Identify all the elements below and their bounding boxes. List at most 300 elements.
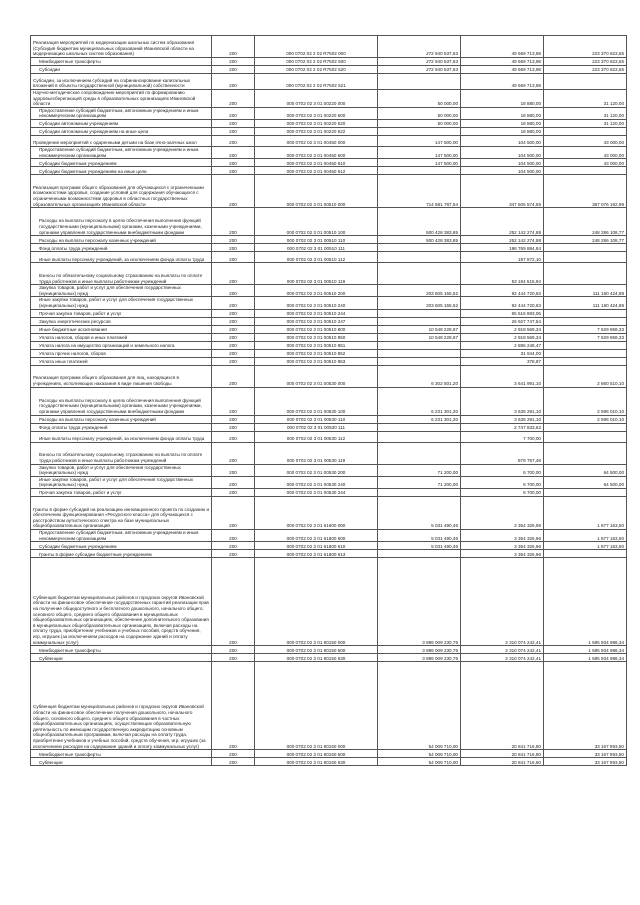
row-line-code: 200	[212, 208, 255, 236]
row-line-code: 200	[212, 341, 255, 349]
row-budget-code: 000 0702 02 3 01 00510 112	[255, 252, 378, 263]
row-approved: 203 605 155,52	[378, 297, 461, 309]
row-approved	[378, 317, 461, 325]
row-unexecuted: 33 167 993,50	[544, 662, 627, 750]
row-name: Предоставление субсидий бюджетным, автономным учреждениям и иным некоммерческим организациям	[31, 146, 212, 158]
row-executed: 92 444 720,63	[461, 297, 544, 309]
row-unexecuted: 1 677 163,50	[544, 542, 627, 550]
row-name: Прочая закупка товаров, работ и услуг	[31, 309, 212, 317]
row-line-code: 200	[212, 464, 255, 476]
table-row	[31, 66, 627, 74]
row-budget-code: 000 0702 02 3 01 80150 000	[255, 558, 378, 646]
row-line-code: 200	[212, 146, 255, 158]
row-line-code: 200	[212, 252, 255, 263]
table-row	[31, 127, 627, 135]
row-unexecuted: 111 160 424,89	[544, 285, 627, 297]
row-unexecuted: 43 000,00	[544, 146, 627, 158]
row-budget-code: 000 0702 02 2 02 R7502 500	[255, 58, 378, 66]
row-name: Межбюджетные трансферты	[31, 58, 212, 66]
row-executed: 3 641 991,10	[461, 365, 544, 387]
row-approved: 203 605 155,52	[378, 285, 461, 297]
row-line-code: 200	[212, 159, 255, 167]
row-executed: 53 184 515,94	[461, 263, 544, 285]
row-name: Закупка товаров, работ и услуг для обеспечения государственных (муниципальных) нужд	[31, 285, 212, 297]
row-approved	[378, 442, 461, 464]
row-approved: 500 428 383,85	[378, 208, 461, 236]
row-name: Реализация программ общего образования для обучающихся с ограниченными возможностями здоровья, создание условий для содержания обучающихся с ограниченными возможностями здоровья в областных государственных образовательных организациях Ивановской области	[31, 175, 212, 208]
row-unexecuted: 7 629 659,33	[544, 325, 627, 333]
row-unexecuted: 64 500,00	[544, 476, 627, 488]
row-line-code: 200	[212, 309, 255, 317]
row-name: Субвенция бюджетам муниципальных районов и городских округов Ивановской области на финансовое обеспечение получения дошкольного, начального общего, основного общего, среднего общего образования в частных общеобразовательных организациях, осуществляющих образовательную деятельность по имеющим государственную аккредитацию основным общеобразовательным программам, включая расходы на оплату труда, приобретение учебников и учебных пособий, средств обучения, игр, игрушек (за исключением расходов на содержание зданий и оплату коммунальных услуг)	[31, 662, 212, 750]
row-name: Субсидии бюджетным учреждениям	[31, 542, 212, 550]
row-line-code: 200	[212, 654, 255, 662]
row-name: Субсидии бюджетным учреждениям на иные цели	[31, 167, 212, 175]
row-unexecuted: 2 660 510,10	[544, 365, 627, 387]
row-unexecuted	[544, 550, 627, 558]
row-budget-code: 000 0702 02 3 01 00510 852	[255, 349, 378, 357]
table-row	[31, 146, 627, 158]
row-line-code: 200	[212, 333, 255, 341]
row-approved: 54 009 710,00	[378, 758, 461, 766]
row-approved: 272 940 537,63	[378, 58, 461, 66]
row-name: Межбюджетные трансферты	[31, 646, 212, 654]
row-name: Субвенции	[31, 758, 212, 766]
row-executed: 18 880,00	[461, 107, 544, 119]
row-approved	[378, 349, 461, 357]
row-name: Закупка товаров, работ и услуг для обеспечения государственных (муниципальных) нужд	[31, 464, 212, 476]
row-approved: 54 009 710,00	[378, 750, 461, 758]
row-unexecuted: 223 370 823,65	[544, 36, 627, 58]
row-line-code: 200	[212, 387, 255, 415]
row-line-code: 200	[212, 58, 255, 66]
row-unexecuted: 111 160 424,89	[544, 297, 627, 309]
row-executed: 2 310 074 242,41	[461, 646, 544, 654]
table-row	[31, 646, 627, 654]
row-name: Предоставление субсидий бюджетным, автономным учреждениям и иным некоммерческим организациям	[31, 529, 212, 541]
table-row	[31, 175, 627, 208]
row-name: Закупка энергетических ресурсов	[31, 317, 212, 325]
row-executed: 49 569 713,98	[461, 36, 544, 58]
row-executed: 92 444 720,63	[461, 285, 544, 297]
row-budget-code: 000 0702 02 3 01 00530 111	[255, 423, 378, 431]
table-row	[31, 488, 627, 496]
table-row	[31, 119, 627, 127]
row-line-code: 200	[212, 236, 255, 244]
row-executed: 18 880,00	[461, 127, 544, 135]
row-executed: 187 872,10	[461, 252, 544, 263]
row-unexecuted: 367 076 192,99	[544, 175, 627, 208]
row-approved: 147 500,00	[378, 146, 461, 158]
row-approved	[378, 244, 461, 252]
row-approved: 50 000,00	[378, 119, 461, 127]
row-name: Гранты в форме субсидии бюджетным учреждениям	[31, 550, 212, 558]
row-budget-code: 000 0702 02 3 01 00530 000	[255, 365, 378, 387]
row-name: Реализация мероприятий по модернизации школьных систем образования (Субсидия бюджетам муниципальных образований Ивановской области на модернизацию школьных систем образования)	[31, 36, 212, 58]
row-budget-code: 000 0702 02 3 01 80160 500	[255, 750, 378, 758]
table-row	[31, 36, 627, 58]
row-budget-code: 000 0702 02 2 02 R7502 521	[255, 74, 378, 90]
row-unexecuted: 43 000,00	[544, 135, 627, 146]
table-row	[31, 74, 627, 90]
row-unexecuted	[544, 167, 627, 175]
row-approved: 500 428 383,85	[378, 236, 461, 244]
row-budget-code: 000 0702 02 3 01 00530 119	[255, 442, 378, 464]
row-executed: 49 569 713,98	[461, 58, 544, 66]
row-budget-code: 000 0702 02 3 01 00510 000	[255, 175, 378, 208]
row-unexecuted: 2 596 010,10	[544, 415, 627, 423]
row-budget-code: 000 0702 02 2 02 R7502 520	[255, 66, 378, 74]
row-budget-code: 000 0702 02 3 01 00450 610	[255, 159, 378, 167]
row-name: Фонд оплаты труда учреждений	[31, 423, 212, 431]
row-name: Гранты в форме субсидий на реализацию инновационного проекта по созданию и обеспечению функционирования «Ресурсного класса» для обучающихся с расстройством аутистического спектра на базе муниципальных общеобразовательных организаций	[31, 496, 212, 529]
table-row	[31, 415, 627, 423]
row-unexecuted: 2 596 010,10	[544, 387, 627, 415]
row-approved: 54 009 710,00	[378, 662, 461, 750]
row-approved: 3 896 009 230,75	[378, 558, 461, 646]
row-approved: 5 031 490,46	[378, 542, 461, 550]
row-executed: 26 927 747,54	[461, 317, 544, 325]
row-line-code: 200	[212, 107, 255, 119]
row-name: Субвенция бюджетам муниципальных районов и городских округов Ивановской области на финансовое обеспечение государственных гарантий реализации прав на получение общедоступного и бесплатного дошкольного, начального общего, основного общего, среднего общего образования в муниципальных общеобразовательных организациях, обеспечение дополнительного образования в муниципальных общеобразовательных организациях, включая расходы на оплату труда, приобретение учебников и учебных пособий, средств обучения, игр, игрушек (за исключением расходов на содержание зданий и оплату коммунальных услуг)	[31, 558, 212, 646]
table-row	[31, 135, 627, 146]
row-budget-code: 000 0702 02 3 01 00530 112	[255, 431, 378, 442]
row-line-code: 200	[212, 542, 255, 550]
row-name: Субсидии автономным учреждениям на иные цели	[31, 127, 212, 135]
row-approved: 147 500,00	[378, 135, 461, 146]
row-line-code: 200	[212, 167, 255, 175]
row-line-code: 200	[212, 175, 255, 208]
row-name: Прочая закупка товаров, работ и услуг	[31, 488, 212, 496]
row-approved: 50 000,00	[378, 90, 461, 108]
table-row	[31, 159, 627, 167]
row-approved	[378, 423, 461, 431]
row-approved: 71 200,00	[378, 476, 461, 488]
row-executed: 18 880,00	[461, 119, 544, 127]
row-budget-code: 000 0702 02 3 01 80150 530	[255, 654, 378, 662]
table-row	[31, 341, 627, 349]
row-name: Расходы на выплаты персоналу в целях обеспечения выполнения функций государственными (муниципальными) органами, казенными учреждениями, органами управления государственными внебюджетными фондами	[31, 208, 212, 236]
row-executed: 2 886 246,47	[461, 341, 544, 349]
row-executed: 2 310 074 242,41	[461, 558, 544, 646]
row-budget-code: 000 0702 02 3 01 61600 610	[255, 542, 378, 550]
row-unexecuted	[544, 488, 627, 496]
row-executed: 20 841 716,50	[461, 758, 544, 766]
row-unexecuted	[544, 349, 627, 357]
table-row	[31, 297, 627, 309]
row-executed: 49 569 713,98	[461, 74, 544, 90]
row-executed: 3 354 326,96	[461, 529, 544, 541]
row-name: Расходы на выплаты персоналу в целях обеспечения выполнения функций государственными (муниципальными) органами, казенными учреждениями, органами управления государственными внебюджетными фондами	[31, 387, 212, 415]
row-name: Субсидии автономным учреждениям	[31, 119, 212, 127]
row-budget-code: 000 0702 02 3 01 00510 111	[255, 244, 378, 252]
row-budget-code: 000 0702 02 3 01 80160 530	[255, 758, 378, 766]
row-unexecuted: 33 167 993,50	[544, 758, 627, 766]
table-row	[31, 357, 627, 365]
row-budget-code: 000 0702 02 3 01 00510 244	[255, 309, 378, 317]
row-budget-code: 000 0702 02 3 01 00510 240	[255, 297, 378, 309]
row-name: Взносы по обязательному социальному страхованию на выплаты по оплате труда работников и иные выплаты работникам учреждений	[31, 263, 212, 285]
row-name: Субсидии	[31, 66, 212, 74]
table-row	[31, 496, 627, 529]
row-approved	[378, 550, 461, 558]
row-name: Уплата иных платежей	[31, 357, 212, 365]
row-budget-code: 000 0702 02 3 01 00510 853	[255, 357, 378, 365]
row-unexecuted: 1 677 163,50	[544, 529, 627, 541]
row-budget-code: 000 0702 02 3 01 00510 851	[255, 341, 378, 349]
table-row	[31, 58, 627, 66]
row-line-code: 200	[212, 529, 255, 541]
row-approved: 50 000,00	[378, 107, 461, 119]
table-row	[31, 309, 627, 317]
row-budget-code: 000 0702 02 3 01 00510 850	[255, 333, 378, 341]
table-row	[31, 387, 627, 415]
row-executed: 2 747 833,62	[461, 423, 544, 431]
row-budget-code: 000 0702 02 3 01 00220 000	[255, 90, 378, 108]
row-name: Иные выплаты персоналу учреждений, за исключением фонда оплаты труда	[31, 431, 212, 442]
row-name: Расходы на выплаты персоналу казенных учреждений	[31, 236, 212, 244]
table-row	[31, 365, 627, 387]
row-unexecuted: 7 629 659,33	[544, 333, 627, 341]
row-line-code: 200	[212, 357, 255, 365]
row-approved: 6 231 301,20	[378, 415, 461, 423]
row-name: Уплата прочих налогов, сборов	[31, 349, 212, 357]
row-line-code: 200	[212, 758, 255, 766]
row-line-code: 200	[212, 135, 255, 146]
row-unexecuted	[544, 127, 627, 135]
row-name: Субсидии бюджетным учреждениям	[31, 159, 212, 167]
row-executed: 6 700,00	[461, 476, 544, 488]
row-approved: 147 500,00	[378, 159, 461, 167]
table-row	[31, 542, 627, 550]
row-executed: 104 500,00	[461, 167, 544, 175]
table-row	[31, 431, 627, 442]
table-row	[31, 333, 627, 341]
row-unexecuted	[544, 309, 627, 317]
row-line-code: 200	[212, 127, 255, 135]
row-budget-code: 000 0702 02 3 01 00450 600	[255, 146, 378, 158]
row-executed: 347 505 574,55	[461, 175, 544, 208]
row-budget-code: 000 0702 02 3 01 00510 247	[255, 317, 378, 325]
row-unexecuted	[544, 252, 627, 263]
row-name: Уплата налога на имущество организаций и земельного налога	[31, 341, 212, 349]
row-approved	[378, 74, 461, 90]
row-unexecuted	[544, 431, 627, 442]
row-approved	[378, 431, 461, 442]
row-executed: 198 769 884,84	[461, 244, 544, 252]
table-row	[31, 750, 627, 758]
row-name: Межбюджетные трансферты	[31, 750, 212, 758]
table-row	[31, 317, 627, 325]
row-budget-code: 000 0702 02 3 01 00510 800	[255, 325, 378, 333]
table-row	[31, 349, 627, 357]
row-name: Иные бюджетные ассигнования	[31, 325, 212, 333]
row-line-code: 200	[212, 662, 255, 750]
row-budget-code: 000 0702 02 3 01 00530 244	[255, 488, 378, 496]
row-executed: 879 757,48	[461, 442, 544, 464]
table-row	[31, 442, 627, 464]
row-line-code: 200	[212, 297, 255, 309]
row-budget-code: 000 0702 02 3 01 00510 119	[255, 263, 378, 285]
row-unexecuted: 1 677 163,50	[544, 496, 627, 529]
row-unexecuted: 31 120,00	[544, 107, 627, 119]
row-name: Расходы на выплаты персоналу казенных учреждений	[31, 415, 212, 423]
row-line-code: 200	[212, 488, 255, 496]
row-budget-code: 000 0702 02 3 01 61600 600	[255, 529, 378, 541]
row-line-code: 200	[212, 263, 255, 285]
row-line-code: 200	[212, 90, 255, 108]
row-executed: 49 569 713,98	[461, 66, 544, 74]
row-name: Иные закупки товаров, работ и услуг для обеспечения государственных (муниципальных) нужд	[31, 297, 212, 309]
table-row	[31, 325, 627, 333]
row-budget-code: 000 0702 02 3 01 00450 612	[255, 167, 378, 175]
row-approved: 10 548 228,67	[378, 325, 461, 333]
row-executed: 65 516 983,06	[461, 309, 544, 317]
row-approved	[378, 309, 461, 317]
row-executed: 18 880,00	[461, 90, 544, 108]
row-unexecuted	[544, 423, 627, 431]
row-name: Субвенции	[31, 654, 212, 662]
row-line-code: 200	[212, 66, 255, 74]
row-unexecuted: 31 120,00	[544, 90, 627, 108]
row-unexecuted: 1 585 934 988,34	[544, 646, 627, 654]
row-budget-code: 000 0702 02 3 01 00530 100	[255, 387, 378, 415]
row-unexecuted	[544, 341, 627, 349]
row-executed: 3 635 291,10	[461, 415, 544, 423]
row-line-code: 200	[212, 750, 255, 758]
row-line-code: 200	[212, 423, 255, 431]
row-approved	[378, 127, 461, 135]
row-unexecuted	[544, 244, 627, 252]
table-row	[31, 285, 627, 297]
row-line-code: 200	[212, 646, 255, 654]
row-budget-code: 000 0702 02 2 02 R7502 000	[255, 36, 378, 58]
row-unexecuted	[544, 317, 627, 325]
row-budget-code: 000 0702 02 3 01 00510 100	[255, 208, 378, 236]
row-approved: 272 940 537,63	[378, 66, 461, 74]
row-approved	[378, 263, 461, 285]
row-name: Проведение мероприятий с одаренными детьми на базе очно-заочных школ	[31, 135, 212, 146]
row-unexecuted: 248 286 108,77	[544, 236, 627, 244]
row-approved: 6 302 501,20	[378, 365, 461, 387]
row-name: Взносы по обязательному социальному страхованию на выплаты по оплате труда работников и иные выплаты работникам учреждений	[31, 442, 212, 464]
row-unexecuted: 248 286 108,77	[544, 208, 627, 236]
row-budget-code: 000 0702 02 3 01 00220 622	[255, 127, 378, 135]
row-name: Иные выплаты персоналу учреждений, за исключением фонда оплаты труда	[31, 252, 212, 263]
table-row	[31, 758, 627, 766]
row-approved: 71 200,00	[378, 464, 461, 476]
row-unexecuted: 223 370 823,65	[544, 58, 627, 66]
table-row	[31, 244, 627, 252]
row-name: Субсидии, за исключением субсидий на софинансирование капитальных вложений в объекты государственной (муниципальной) собственности	[31, 74, 212, 90]
row-name: Иные закупки товаров, работ и услуг для обеспечения государственных (муниципальных) нужд	[31, 476, 212, 488]
row-budget-code: 000 0702 02 3 01 00530 110	[255, 415, 378, 423]
table-row	[31, 208, 627, 236]
row-approved: 714 581 787,54	[378, 175, 461, 208]
row-name: Научно-методическое сопровождение мероприятий по формированию здоровьесберегающей среды в образовательных организациях Ивановской области	[31, 90, 212, 108]
row-executed: 2 310 074 242,41	[461, 654, 544, 662]
row-line-code: 200	[212, 349, 255, 357]
row-executed: 2 918 569,34	[461, 325, 544, 333]
row-name: Предоставление субсидий бюджетным, автономным учреждениям и иным некоммерческим организациям	[31, 107, 212, 119]
expenditure-table-body	[31, 36, 627, 766]
expenditure-table	[30, 35, 627, 766]
row-unexecuted	[544, 442, 627, 464]
table-row	[31, 252, 627, 263]
row-executed: 252 142 274,88	[461, 236, 544, 244]
row-approved	[378, 341, 461, 349]
row-line-code: 200	[212, 415, 255, 423]
row-name: Реализация программ общего образования для лиц, находящихся в учреждениях, исполняющих наказания в виде лишения свободы	[31, 365, 212, 387]
row-line-code: 200	[212, 431, 255, 442]
table-row	[31, 662, 627, 750]
row-executed: 3 354 326,96	[461, 496, 544, 529]
row-approved: 6 231 301,20	[378, 387, 461, 415]
row-line-code: 200	[212, 496, 255, 529]
row-executed: 378,87	[461, 357, 544, 365]
table-row	[31, 90, 627, 108]
row-line-code: 200	[212, 442, 255, 464]
row-approved: 3 896 009 230,75	[378, 654, 461, 662]
table-row	[31, 263, 627, 285]
table-row	[31, 529, 627, 541]
row-approved: 3 896 009 230,75	[378, 646, 461, 654]
row-executed: 104 500,00	[461, 159, 544, 167]
row-budget-code: 000 0702 02 3 01 61600 613	[255, 550, 378, 558]
row-line-code: 200	[212, 365, 255, 387]
row-executed: 104 500,00	[461, 146, 544, 158]
row-line-code: 200	[212, 244, 255, 252]
row-budget-code: 000 0702 02 3 01 00510 110	[255, 236, 378, 244]
row-unexecuted: 1 585 934 988,34	[544, 558, 627, 646]
row-executed: 252 142 274,88	[461, 208, 544, 236]
row-budget-code: 000 0702 02 3 01 00220 620	[255, 119, 378, 127]
table-row	[31, 236, 627, 244]
budget-report-page	[30, 35, 624, 766]
row-unexecuted: 1 585 934 988,34	[544, 654, 627, 662]
row-executed: 3 635 291,10	[461, 387, 544, 415]
row-budget-code: 000 0702 02 3 01 00510 200	[255, 285, 378, 297]
table-row	[31, 558, 627, 646]
row-line-code: 200	[212, 558, 255, 646]
table-row	[31, 167, 627, 175]
row-executed: 2 918 569,34	[461, 333, 544, 341]
row-approved: 10 548 228,67	[378, 333, 461, 341]
row-approved: 5 031 490,46	[378, 529, 461, 541]
row-approved	[378, 488, 461, 496]
row-line-code: 200	[212, 74, 255, 90]
row-approved	[378, 252, 461, 263]
row-executed: 3 354 326,96	[461, 542, 544, 550]
row-executed: 104 500,00	[461, 135, 544, 146]
table-row	[31, 107, 627, 119]
row-line-code: 200	[212, 476, 255, 488]
row-budget-code: 000 0702 02 3 01 00530 200	[255, 464, 378, 476]
row-unexecuted: 43 000,00	[544, 159, 627, 167]
row-name: Уплата налогов, сборов и иных платежей	[31, 333, 212, 341]
row-line-code: 200	[212, 550, 255, 558]
row-budget-code: 000 0702 02 3 01 80160 000	[255, 662, 378, 750]
row-executed: 20 841 716,50	[461, 750, 544, 758]
row-unexecuted	[544, 357, 627, 365]
row-executed: 3 354 326,96	[461, 550, 544, 558]
row-approved: 272 940 537,63	[378, 36, 461, 58]
row-unexecuted: 223 370 823,65	[544, 66, 627, 74]
row-line-code: 200	[212, 285, 255, 297]
table-row	[31, 550, 627, 558]
row-approved	[378, 357, 461, 365]
row-executed: 20 841 716,50	[461, 662, 544, 750]
